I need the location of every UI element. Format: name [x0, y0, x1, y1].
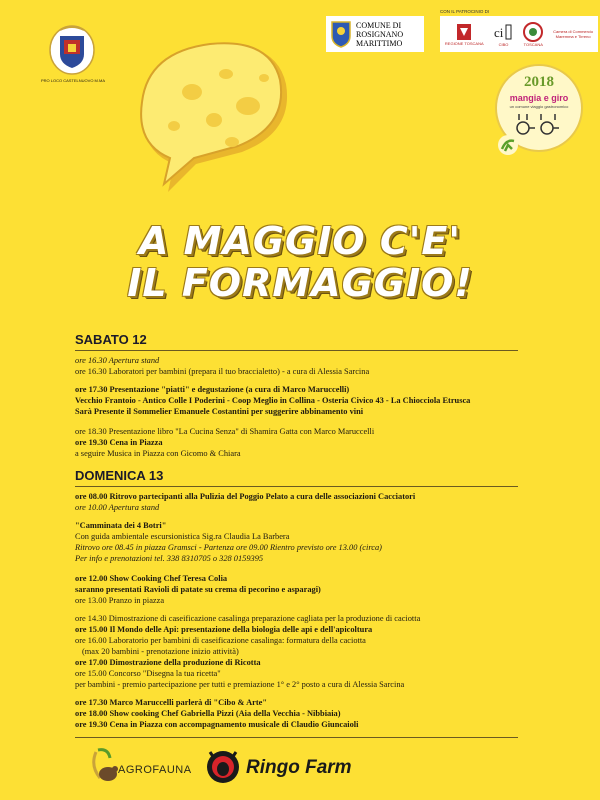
- program-line: saranno presentati Ravioli di patate su crema di pecorino e asparagi): [75, 585, 321, 594]
- cheese-icon: [128, 34, 298, 204]
- program-line: Sarà Presente il Sommelier Emanuele Costantini per suggerire abbinamento vini: [75, 407, 364, 416]
- cibo-icon: [493, 22, 513, 42]
- program-line: per bambini - premio partecipazione per tutti e premiazione 1° e 2° posto a cura di Alessia Sarcina: [75, 680, 405, 689]
- agrofauna-name: AGROFAUNA: [118, 764, 192, 776]
- program-line: (max 20 bambini - prenotazione inizio attività): [82, 647, 239, 656]
- program-line: ore 18.30 Presentazione libro "La Cucina Senza" di Shamira Gatta con Marco Maruccelli: [75, 427, 375, 436]
- program-line: Per info e prenotazioni tel. 338 8310705 o 328 0159395: [75, 554, 264, 563]
- program-line: a seguire Musica in Piazza con Gicomo & Chiara: [75, 449, 241, 458]
- program-line: ore 16.00 Laboratorio per bambini di caseificazione casalinga: formatura della caciotta: [75, 636, 366, 645]
- patron-regione-toscana: REGIONE TOSCANA: [445, 23, 484, 46]
- patron-toscana: TOSCANA: [523, 22, 543, 47]
- comune-name: COMUNE DI ROSIGNANO MARITTIMO: [356, 20, 404, 48]
- regione-toscana-icon: [456, 23, 472, 41]
- agrofauna-logo-icon: [88, 744, 122, 788]
- comune-logo: [326, 16, 424, 52]
- divider: [75, 737, 518, 738]
- day-heading-sabato: SABATO 12: [75, 332, 147, 347]
- divider: [75, 486, 518, 487]
- program-line: ore 10.00 Apertura stand: [75, 503, 160, 512]
- program-line: ore 08.00 Ritrovo partecipanti alla Pulizia del Poggio Pelato a cura delle associazioni Cacciatori: [75, 492, 416, 501]
- program-line: ore 12.00 Show Cooking Chef Teresa Colia: [75, 574, 228, 583]
- patrocinio-label: CON IL PATROCINIO DI: [440, 9, 490, 14]
- pro-loco-crest-icon: [48, 24, 96, 76]
- program-line: ore 15.00 Il Mondo delle Api: presentazione della biologia delle api e dell'apicoltura: [75, 625, 373, 634]
- program-line: ore 19.30 Cena in Piazza con accompagnamento musicale di Claudio Giuncaioli: [75, 720, 359, 729]
- crest-label: PRO LOCO CASTELNUOVO M.MA: [40, 78, 105, 83]
- event-title-line2: IL FORMAGGIO!: [127, 261, 473, 305]
- program-line: ore 17.00 Dimostrazione della produzione di Ricotta: [75, 658, 261, 667]
- badge-tagline: un comune viaggio gastronomico: [509, 104, 569, 109]
- ringo-farm-name: Ringo Farm: [246, 757, 352, 778]
- event-title: [0, 220, 600, 304]
- day-heading-domenica: DOMENICA 13: [75, 468, 164, 483]
- ringo-farm-logo-icon: [204, 748, 242, 786]
- comune-shield-icon: [330, 20, 352, 48]
- badge-year: 2018: [524, 74, 554, 90]
- program-line: ore 17.30 Marco Maruccelli parlerà di "Cibo & Arte": [75, 698, 268, 707]
- program-line: Vecchio Frantoio - Antico Colle I Poderini - Coop Meglio in Collina - Osteria Civico 43 - La Chiocciola Etrusca: [75, 396, 471, 405]
- program-line: ore 16.30 Laboratori per bambini (prepara il tuo braccialetto) - a cura di Alessia Sarcina: [75, 367, 370, 376]
- program-line: ore 17.30 Presentazione "piatti" e degustazione (a cura di Marco Maruccelli): [75, 385, 350, 394]
- program-line: ore 14.30 Dimostrazione di caseificazione casalinga preparazione cagliata per la produzione di caciotta: [75, 614, 421, 623]
- kitchen-utensils-icon: [511, 112, 567, 138]
- green-figure-icon: [497, 134, 519, 156]
- program-line: ore 18.00 Show cooking Chef Gabriella Pizzi (Aia della Vecchia - Nibbiaia): [75, 709, 341, 718]
- program-line: ore 13.00 Pranzo in piazza: [75, 596, 165, 605]
- program-line: Con guida ambientale escursionistica Sig.ra Claudia La Barbera: [75, 532, 290, 541]
- patrons-strip: [440, 16, 598, 52]
- program-line: Ritrovo ore 08.45 in piazza Gramsci - Partenza ore 09.00 Rientro previsto ore 13.00 (circa): [75, 543, 382, 552]
- svg-text:ci: ci: [494, 24, 504, 40]
- program-line: ore 15.00 Concorso "Disegna la tua ricetta": [75, 669, 221, 678]
- badge-brand: mangia e giro: [509, 93, 569, 103]
- toscana-circle-icon: [523, 22, 543, 42]
- program-line: ore 16.30 Apertura stand: [75, 356, 160, 365]
- patron-camera-commercio: Camera di Commercio Maremma e Tirreno: [553, 29, 594, 39]
- program-line: "Camminata dei 4 Botri": [75, 521, 167, 530]
- program-line: ore 19.30 Cena in Piazza: [75, 438, 163, 447]
- event-title-line1: A MAGGIO C'E': [138, 219, 462, 263]
- patron-cibo: ci CIBO: [493, 22, 513, 47]
- divider: [75, 350, 518, 351]
